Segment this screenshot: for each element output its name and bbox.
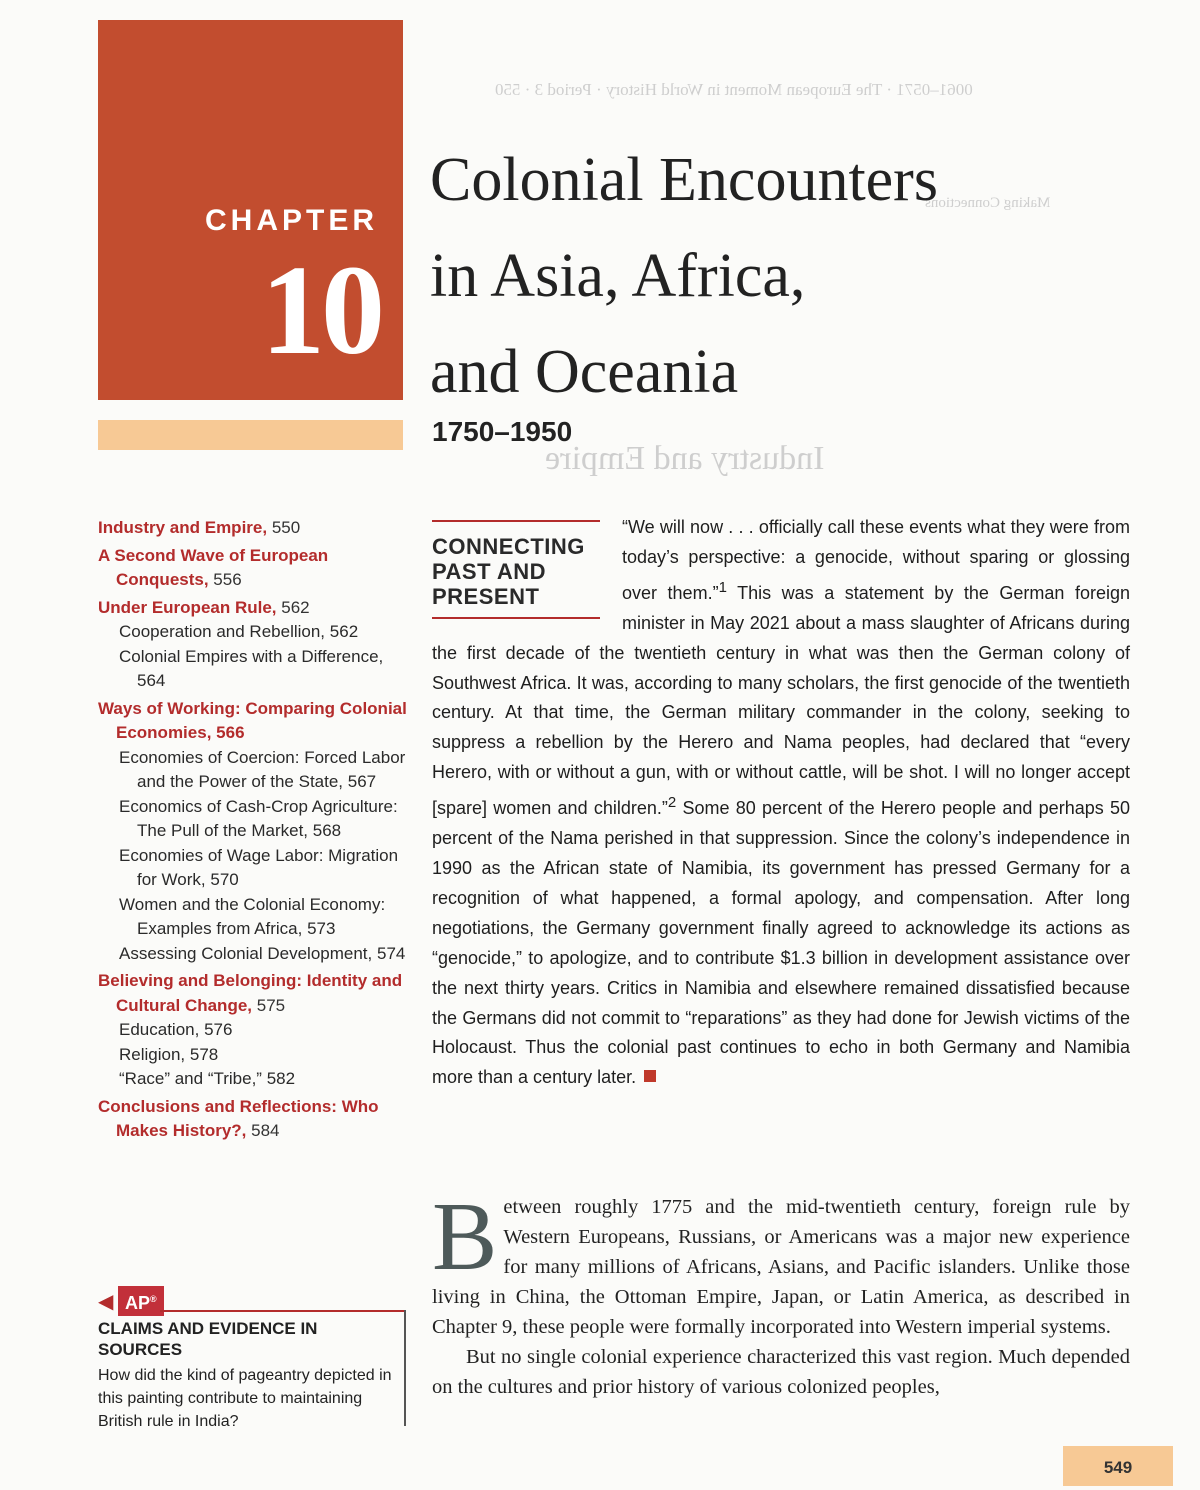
toc-entry[interactable] <box>98 893 408 942</box>
toc-entry-page: 562 <box>329 622 359 641</box>
toc-entry[interactable] <box>98 844 408 893</box>
toc-entry-page: 574 <box>376 943 406 963</box>
connecting-past-present-text <box>432 513 1130 1093</box>
toc-entry-title: Economics of Cash-Crop Agriculture: The Pull of the Market, <box>119 796 398 840</box>
page-number: 549 <box>1063 1446 1173 1486</box>
toc-entry[interactable] <box>98 1018 408 1043</box>
label-spacer <box>432 513 622 628</box>
arrow-left-icon: ◀ <box>98 1291 114 1313</box>
chapter-number: 10 <box>261 239 381 381</box>
cpp-text-part: Some 80 percent of the Herero people and perhaps 50 percent of the Nama perished in that suppression. Since the colony’s independence in 1990 as the African state of Namibia, its government has pressed Germany for a recognition of what happened, a formal apology, and compensation. After long negotiations, the Germany government finally agreed to acknowledge its actions as “genocide,” to apologize, and to contribute $1.3 billion in development assistance over the next thirty years. Critics in Namibia and elsewhere remained dissatisfied because the Germans did not commit to “reparations” as they had done for Jewish victims of the Holocaust. Thus the colonial past continues to echo in both Germany and Namibia more than a century later. <box>432 798 1130 1088</box>
toc-entry-title: Assessing Colonial Development, <box>119 943 373 963</box>
toc-entry-title: Industry and Empire, <box>98 518 268 537</box>
toc-entry-page: 566 <box>216 723 245 742</box>
chapter-title-line: and Oceania <box>430 338 739 406</box>
registered-mark: ® <box>150 1294 157 1304</box>
chapter-dates: 1750–1950 <box>432 416 573 447</box>
toc-entry-page: 570 <box>210 870 239 889</box>
toc-entry[interactable] <box>98 942 408 967</box>
toc-entry-title: Believing and Belonging: Identity and Cultural Change, <box>98 971 403 1015</box>
toc-entry[interactable] <box>98 620 408 645</box>
toc-entry[interactable] <box>98 516 408 541</box>
toc-entry-title: Economies of Coercion: Forced Labor and the Power of the State, <box>119 747 406 791</box>
toc-entry[interactable] <box>98 544 408 593</box>
body-paragraph: But no single colonial experience characterized this vast region. Much depended on the cultures and prior history of various colonized peoples, <box>432 1346 1130 1398</box>
toc-entry[interactable] <box>98 1067 408 1092</box>
toc-entry-title: Education, <box>119 1020 200 1039</box>
footnote-marker[interactable]: 1 <box>718 578 727 596</box>
cpp-quote: “We will now . . . officially call these events what they were from today’s perspective: a genocide, without sparing or glossing over them.” <box>622 517 1130 603</box>
toc-entry-title: Conclusions and Reflections: Who Makes History?, <box>98 1096 379 1140</box>
connecting-past-present-label: CONNECTING PAST AND PRESENT <box>432 520 600 619</box>
toc-entry[interactable] <box>98 1043 408 1068</box>
toc-entry[interactable] <box>98 969 408 1018</box>
toc-entry-title: Colonial Empires with a Difference, <box>119 646 384 666</box>
toc-entry[interactable] <box>98 596 408 621</box>
toc-entry-title: Economies of Wage Labor: Migration for Work, <box>119 845 399 889</box>
body-paragraph-text: etween roughly 1775 and the mid-twentieth century, foreign rule by Western Europeans, Russians, or Americans was a major new experience for many millions of Africans, Asians, and Pacific islanders. Unlike those living in China, the Ottoman Empire, Japan, or Latin America, as described in Chapter 9, these people were formally incorporated into Western imperial systems. <box>432 1196 1130 1338</box>
chapter-label: CHAPTER <box>204 204 378 237</box>
toc-entry[interactable] <box>98 795 408 844</box>
chapter-accent-bar <box>98 420 403 450</box>
toc-entry-page: 576 <box>204 1020 233 1039</box>
ap-box-question: How did the kind of pageantry depicted in this painting contribute to maintaining British rule in India? <box>98 1367 392 1430</box>
toc-entry-title: Under European Rule, <box>98 597 277 617</box>
chapter-title-line: in Asia, Africa, <box>430 242 806 310</box>
chapter-banner <box>98 20 403 400</box>
toc-entry-page: 568 <box>312 821 342 840</box>
chapter-title-line: Colonial Encounters <box>430 146 938 214</box>
end-mark-icon <box>644 1070 656 1082</box>
toc-entry-title: Cooperation and Rebellion, <box>119 622 326 641</box>
ap-claims-box <box>98 1286 406 1430</box>
toc-entry-title: Women and the Colonial Economy: Examples from Africa, <box>119 894 386 938</box>
toc-entry-page: 564 <box>137 671 166 690</box>
footnote-marker[interactable]: 2 <box>667 794 677 812</box>
chapter-title <box>430 132 1070 420</box>
chapter-outline <box>98 516 408 1147</box>
toc-entry-page: 567 <box>347 772 377 791</box>
body-paragraph <box>432 1183 1130 1342</box>
ap-box-rule <box>160 1310 406 1312</box>
drop-cap: B <box>432 1183 498 1291</box>
toc-entry-page: 573 <box>307 919 336 938</box>
toc-entry[interactable] <box>98 1095 408 1144</box>
ap-badge <box>118 1286 164 1316</box>
toc-entry-title: Religion, <box>119 1044 186 1064</box>
chapter-body <box>432 1183 1130 1402</box>
ap-box-title: CLAIMS AND EVIDENCE IN SOURCES <box>98 1319 318 1359</box>
bleed-through-header: 0061–0571 · The European Moment in World History · Period 3 · 550 <box>495 80 973 99</box>
toc-entry-page: 575 <box>256 995 286 1015</box>
toc-entry-page: 556 <box>213 570 242 589</box>
bleed-through-margin: Making Connections <box>925 195 1051 211</box>
toc-entry-title: A Second Wave of European Conquests, <box>98 545 329 589</box>
toc-entry-page: 578 <box>189 1044 219 1064</box>
toc-entry-page: 562 <box>281 597 310 617</box>
toc-entry-page: 584 <box>251 1121 280 1140</box>
toc-entry-page: 550 <box>271 518 301 537</box>
toc-entry-title: Ways of Working: Comparing Colonial Economies, <box>98 698 407 742</box>
toc-entry[interactable] <box>98 645 408 694</box>
ap-box-border <box>404 1310 406 1426</box>
toc-entry[interactable] <box>98 697 408 746</box>
bleed-through-heading: Industry and Empire <box>545 440 825 477</box>
ap-badge-label: AP <box>125 1293 151 1313</box>
cpp-text-part: This was a statement by the German foreign minister in May 2021 about a mass slaughter of Africans during the first decade of the twentieth century in what was then the German colony of Southwest Africa. It was, according to many scholars, the first genocide of the twentieth century. At that time, the German military commander in the colony, seeking to suppress a rebellion by the Herero and Nama peoples, had declared that “every Herero, with or without a gun, with or without cattle, will be shot. I will no longer accept [spare] women and children.” <box>432 582 1130 819</box>
toc-entry-page: 582 <box>266 1069 296 1088</box>
toc-entry-title: “Race” and “Tribe,” <box>119 1069 262 1088</box>
toc-entry[interactable] <box>98 746 408 795</box>
